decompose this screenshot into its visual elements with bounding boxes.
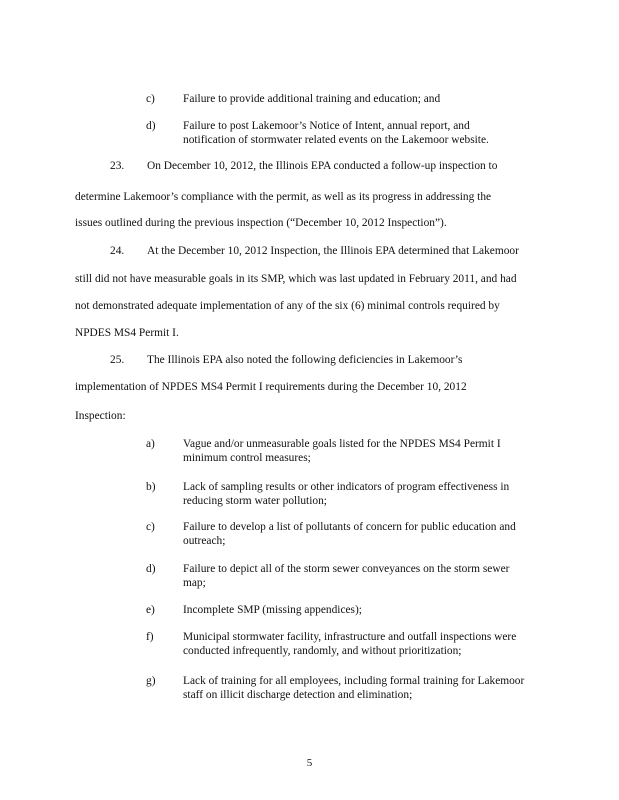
- list-item-text: Municipal stormwater facility, infrastructure and outfall inspections were: [183, 631, 517, 643]
- paragraph-line: still did not have measurable goals in its SMP, which was last updated in February 2011, and had: [75, 273, 517, 285]
- list-item-text: Failure to post Lakemoor’s Notice of Intent, annual report, and: [183, 120, 470, 132]
- list-item-text: notification of stormwater related events on the Lakemoor website.: [183, 134, 489, 146]
- paragraph-line: issues outlined during the previous inspection (“December 10, 2012 Inspection”).: [75, 217, 447, 229]
- list-item-text: Failure to develop a list of pollutants of concern for public education and: [183, 521, 516, 533]
- list-item-text: Failure to provide additional training and education; and: [183, 93, 441, 105]
- list-item-text: minimum control measures;: [183, 452, 311, 464]
- list-item-text: map;: [183, 577, 206, 589]
- list-item-label: a): [146, 438, 155, 450]
- list-item-text: Incomplete SMP (missing appendices);: [183, 604, 362, 616]
- list-item-text: Vague and/or unmeasurable goals listed for the NPDES MS4 Permit I: [183, 438, 501, 450]
- paragraph-number: 25.: [110, 354, 125, 366]
- paragraph-number: 24.: [110, 245, 125, 257]
- list-item-label: b): [146, 481, 156, 493]
- list-item-text: reducing storm water pollution;: [183, 495, 327, 507]
- list-item-label: c): [146, 93, 155, 105]
- list-item-text: Lack of sampling results or other indicators of program effectiveness in: [183, 481, 510, 493]
- paragraph-line: implementation of NPDES MS4 Permit I requirements during the December 10, 2012: [75, 381, 467, 393]
- page-number: 5: [306, 757, 313, 769]
- list-item-text: Failure to depict all of the storm sewer conveyances on the storm sewer: [183, 563, 510, 575]
- paragraph-line: not demonstrated adequate implementation of any of the six (6) minimal controls required by: [75, 300, 500, 312]
- list-item-text: staff on illicit discharge detection and elimination;: [183, 689, 413, 701]
- paragraph-line: On December 10, 2012, the Illinois EPA conducted a follow-up inspection to: [147, 160, 498, 172]
- paragraph-number: 23.: [110, 160, 125, 172]
- list-item-label: d): [146, 120, 156, 132]
- paragraph-line: determine Lakemoor’s compliance with the permit, as well as its progress in addressing the: [75, 191, 492, 203]
- list-item-label: f): [146, 631, 154, 643]
- paragraph-line: NPDES MS4 Permit I.: [75, 327, 179, 339]
- list-item-label: g): [146, 675, 156, 687]
- paragraph-line: The Illinois EPA also noted the following deficiencies in Lakemoor’s: [147, 354, 463, 366]
- list-item-text: conducted infrequently, randomly, and without prioritization;: [183, 645, 462, 657]
- paragraph-line: Inspection:: [75, 410, 126, 422]
- list-item-label: e): [146, 604, 155, 616]
- list-item-label: c): [146, 521, 155, 533]
- list-item-text: outreach;: [183, 535, 226, 547]
- list-item-label: d): [146, 563, 156, 575]
- paragraph-line: At the December 10, 2012 Inspection, the Illinois EPA determined that Lakemoor: [147, 245, 519, 257]
- list-item-text: Lack of training for all employees, including formal training for Lakemoor: [183, 675, 525, 687]
